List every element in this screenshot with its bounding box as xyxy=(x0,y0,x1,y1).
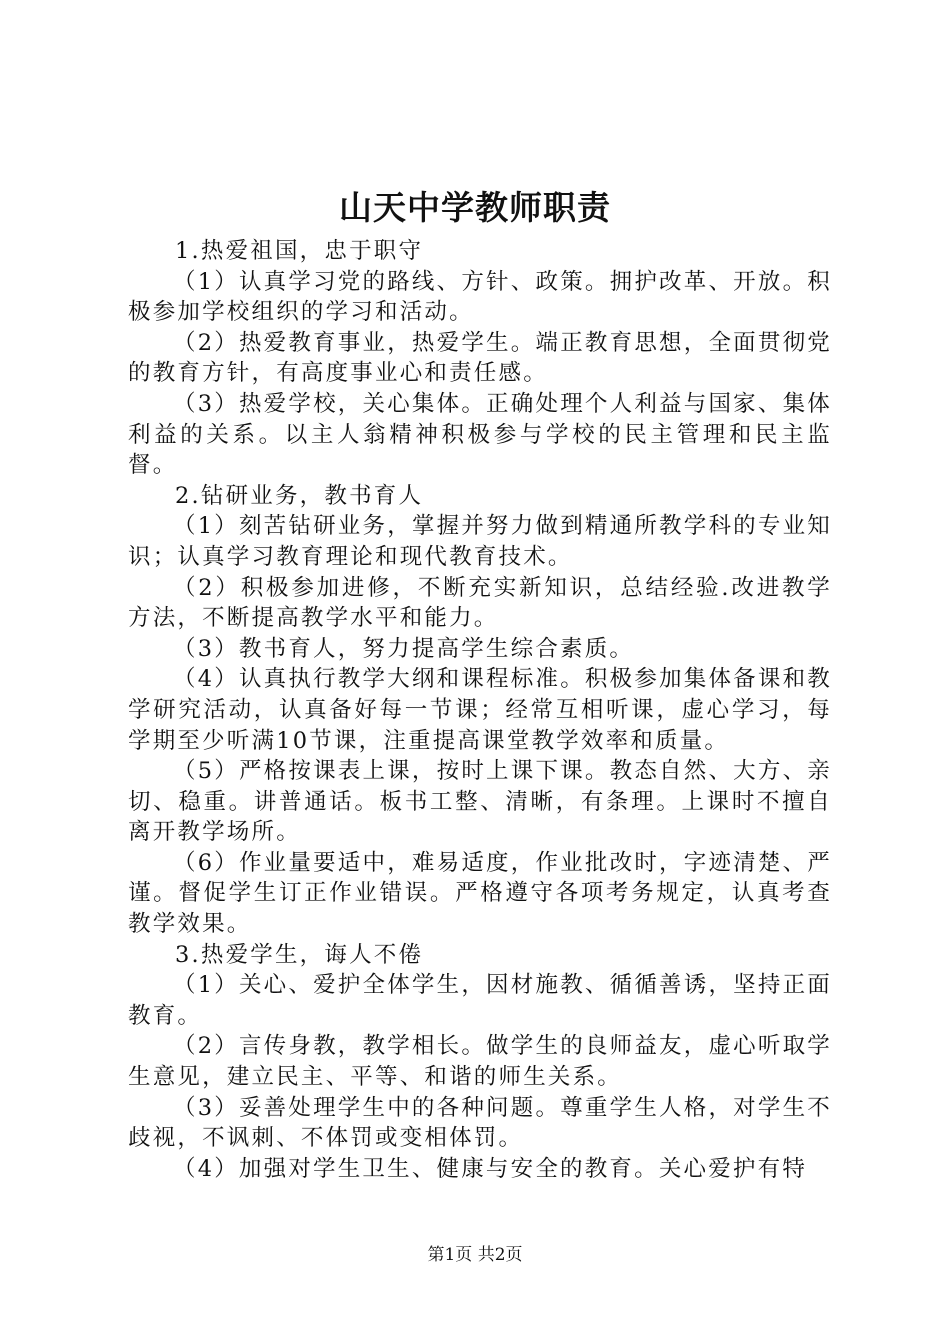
list-item: （1）认真学习党的路线、方针、政策。拥护改革、开放。积极参加学校组织的学习和活动。 xyxy=(128,268,832,326)
document-body xyxy=(128,236,832,1184)
list-item: （2）热爱教育事业，热爱学生。端正教育思想，全面贯彻党的教育方针，有高度事业心和责任感。 xyxy=(128,329,832,387)
list-item: （5）严格按课表上课，按时上课下课。教态自然、大方、亲切、稳重。讲普通话。板书工整、清晰，有条理。上课时不擅自离开教学场所。 xyxy=(128,758,832,846)
list-item: （2）积极参加进修，不断充实新知识，总结经验.改进教学方法，不断提高教学水平和能力。 xyxy=(128,574,832,632)
list-item: （3）热爱学校，关心集体。正确处理个人利益与国家、集体利益的关系。以主人翁精神积极参与学校的民主管理和民主监督。 xyxy=(128,390,832,479)
document-title: 山天中学教师职责 xyxy=(339,188,611,227)
section-heading: 3.热爱学生，诲人不倦 xyxy=(175,941,424,968)
list-item: （4）认真执行教学大纲和课程标准。积极参加集体备课和教学研究活动，认真备好每一节课；经常互相听课，虚心学习，每学期至少听满10节课，注重提高课堂教学效率和质量。 xyxy=(128,666,832,754)
list-item: （2）言传身教，教学相长。做学生的良师益友，虚心听取学生意见，建立民主、平等、和谐的师生关系。 xyxy=(128,1033,832,1091)
list-item: （1）关心、爱护全体学生，因材施教、循循善诱，坚持正面教育。 xyxy=(128,972,832,1029)
list-item: （1）刻苦钻研业务，掌握并努力做到精通所教学科的专业知识；认真学习教育理论和现代教育技术。 xyxy=(128,513,832,570)
page-footer: 第1页 共2页 xyxy=(427,1245,523,1265)
list-item: （4）加强对学生卫生、健康与安全的教育。关心爱护有特 xyxy=(173,1155,808,1182)
list-item: （3）妥善处理学生中的各种问题。尊重学生人格，对学生不歧视，不讽刺、不体罚或变相体罚。 xyxy=(128,1094,832,1152)
list-item: （6）作业量要适中，难易适度，作业批改时，字迹清楚、严谨。督促学生订正作业错误。严格遵守各项考务规定，认真考查教学效果。 xyxy=(128,849,832,938)
section-heading: 2.钻研业务，教书育人 xyxy=(175,482,424,509)
list-item: （3）教书育人，努力提高学生综合素质。 xyxy=(173,635,635,662)
section-heading: 1.热爱祖国，忠于职守 xyxy=(175,238,424,264)
